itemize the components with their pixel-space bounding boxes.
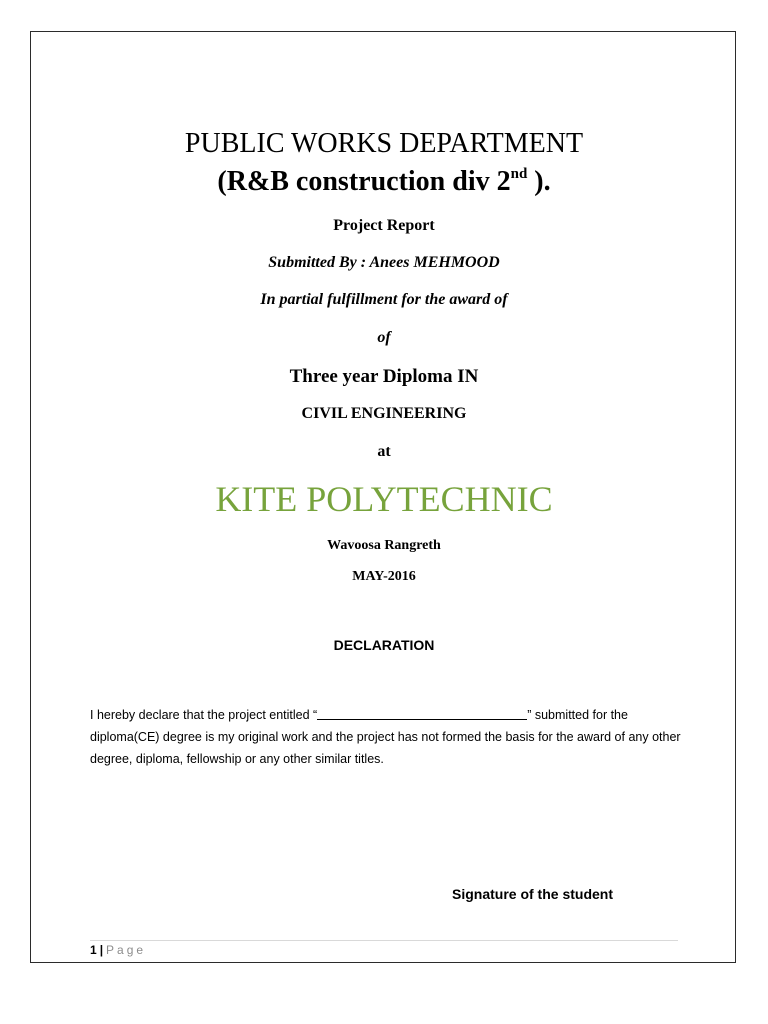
- division-title-sup: nd: [510, 166, 528, 182]
- page-label: Page: [106, 943, 147, 957]
- institute-name: KITE POLYTECHNIC: [215, 479, 553, 519]
- department-title: PUBLIC WORKS DEPARTMENT: [184, 128, 584, 159]
- division-title-end: ).: [527, 166, 551, 197]
- diploma-text: Three year Diploma IN: [289, 366, 479, 387]
- date-text: MAY-2016: [352, 569, 416, 584]
- submitted-by: Submitted By : Anees MEHMOOD: [268, 254, 500, 271]
- page-footer: [90, 943, 146, 957]
- declaration-text-before: I hereby declare that the project entitled “: [90, 708, 318, 722]
- partial-fulfillment: In partial fulfillment for the award of: [260, 291, 508, 308]
- at-text: at: [377, 443, 391, 460]
- place-text: Wavoosa Rangreth: [327, 538, 441, 553]
- footer-separator: |: [99, 943, 104, 957]
- division-title-main: (R&B construction div 2: [217, 166, 511, 197]
- declaration-text-after: ” submitted for the diploma(CE) degree is my original work and the project has not formed the basis for the award of any other degree, diploma, fellowship or any other similar titles.: [90, 708, 681, 766]
- signature-label: Signature of the student: [452, 886, 613, 902]
- footer-divider: [90, 940, 678, 941]
- project-title-blank: [317, 707, 527, 720]
- declaration-heading: DECLARATION: [333, 637, 435, 653]
- declaration-body: [90, 704, 690, 770]
- page-number: 1: [90, 943, 97, 957]
- of-text: of: [377, 329, 391, 346]
- branch-text: CIVIL ENGINEERING: [301, 405, 467, 422]
- division-title: [0, 166, 768, 198]
- report-label: Project Report: [333, 217, 435, 234]
